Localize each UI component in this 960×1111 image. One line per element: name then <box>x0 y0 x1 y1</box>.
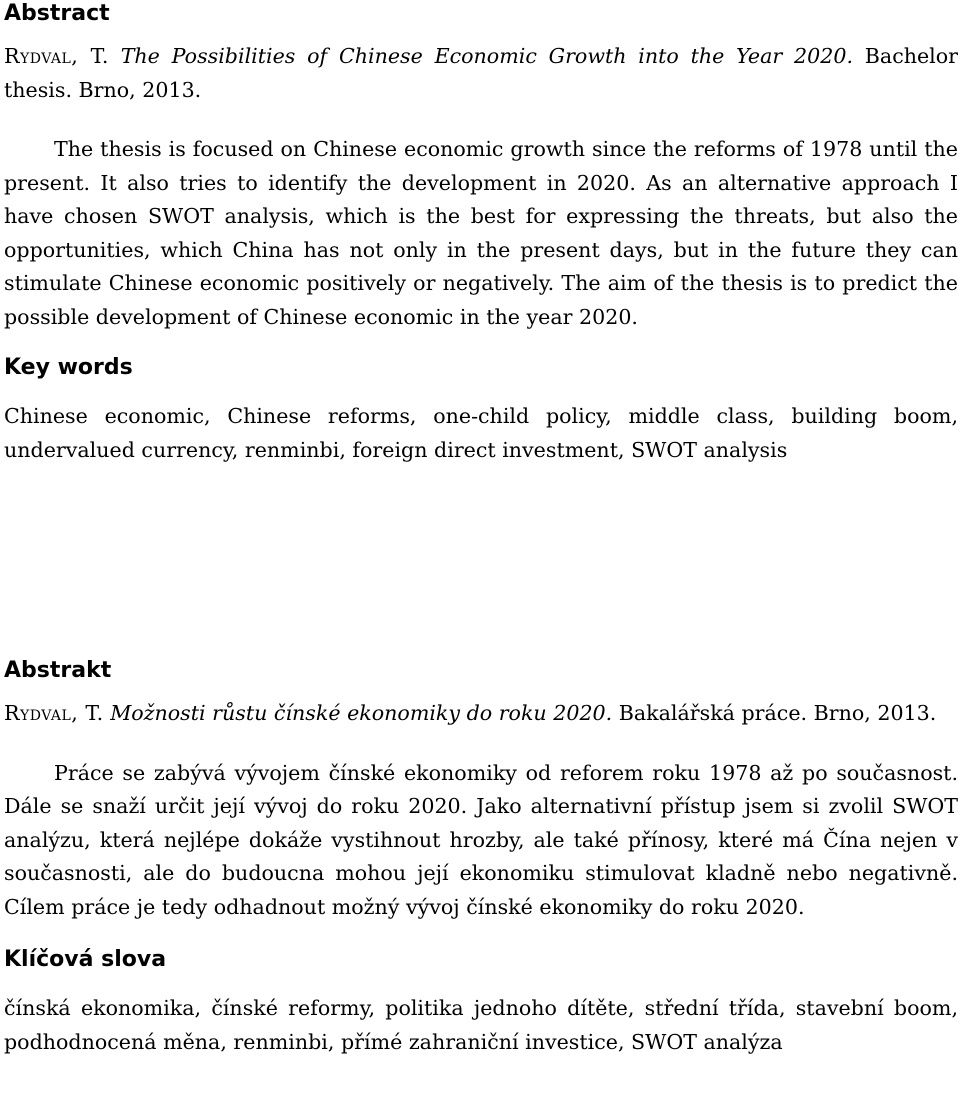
document-page <box>4 0 958 1059</box>
citation-author: Rydval, T. <box>4 44 109 68</box>
citation-author: Rydval, T. <box>4 701 104 725</box>
citation-english <box>4 40 958 107</box>
citation-title: Možnosti růstu čínské ekonomiky do roku 2020. <box>110 701 613 725</box>
keywords-english: Chinese economic, Chinese reforms, one-child policy, middle class, building boom, undervalued currency, renminbi, foreign direct investment, SWOT analysis <box>4 404 958 462</box>
citation-title: The Possibilities of Chinese Economic Growth into the Year 2020. <box>120 44 853 68</box>
keywords-czech: čínská ekonomika, čínské reformy, politika jednoho dítěte, střední třída, stavební boom, podhodnocená měna, renminbi, přímé zahraniční investice, SWOT analýza <box>4 996 958 1054</box>
abstrakt-heading: Abstrakt <box>4 658 112 683</box>
citation-details: Bakalářská práce. Brno, 2013. <box>618 701 937 725</box>
citation-details: Bachelor thesis. Brno, 2013. <box>4 44 959 102</box>
keywords-heading: Key words <box>4 355 133 380</box>
abstract-body-czech: Práce se zabývá vývojem čínské ekonomiky od reforem roku 1978 až po současnost. Dále se snaží určit její vývoj do roku 2020. Jako alternativní přístup jsem si zvolil SWOT analýzu, která nejlépe dokáže vystihnout hrozby, ale také přínosy, které má Čína nejen v současnosti, ale do budoucna mohou její ekonomiku stimulovat kladně nebo negativně. Cílem práce je tedy odhadnout možný vývoj čínské ekonomiky do roku 2020. <box>4 760 958 919</box>
abstract-heading: Abstract <box>4 1 110 26</box>
citation-czech <box>4 697 958 731</box>
abstract-body-english: The thesis is focused on Chinese economic growth since the reforms of 1978 until the present. It also tries to identify the development in 2020. As an alternative approach I have chosen SWOT analysis, which is the best for expressing the threats, but also the opportunities, which China has not only in the present days, but in the future they can stimulate Chinese economic positively or negatively. The aim of the thesis is to predict the possible development of Chinese economic in the year 2020. <box>4 137 958 329</box>
klicova-slova-heading: Klíčová slova <box>4 947 167 972</box>
